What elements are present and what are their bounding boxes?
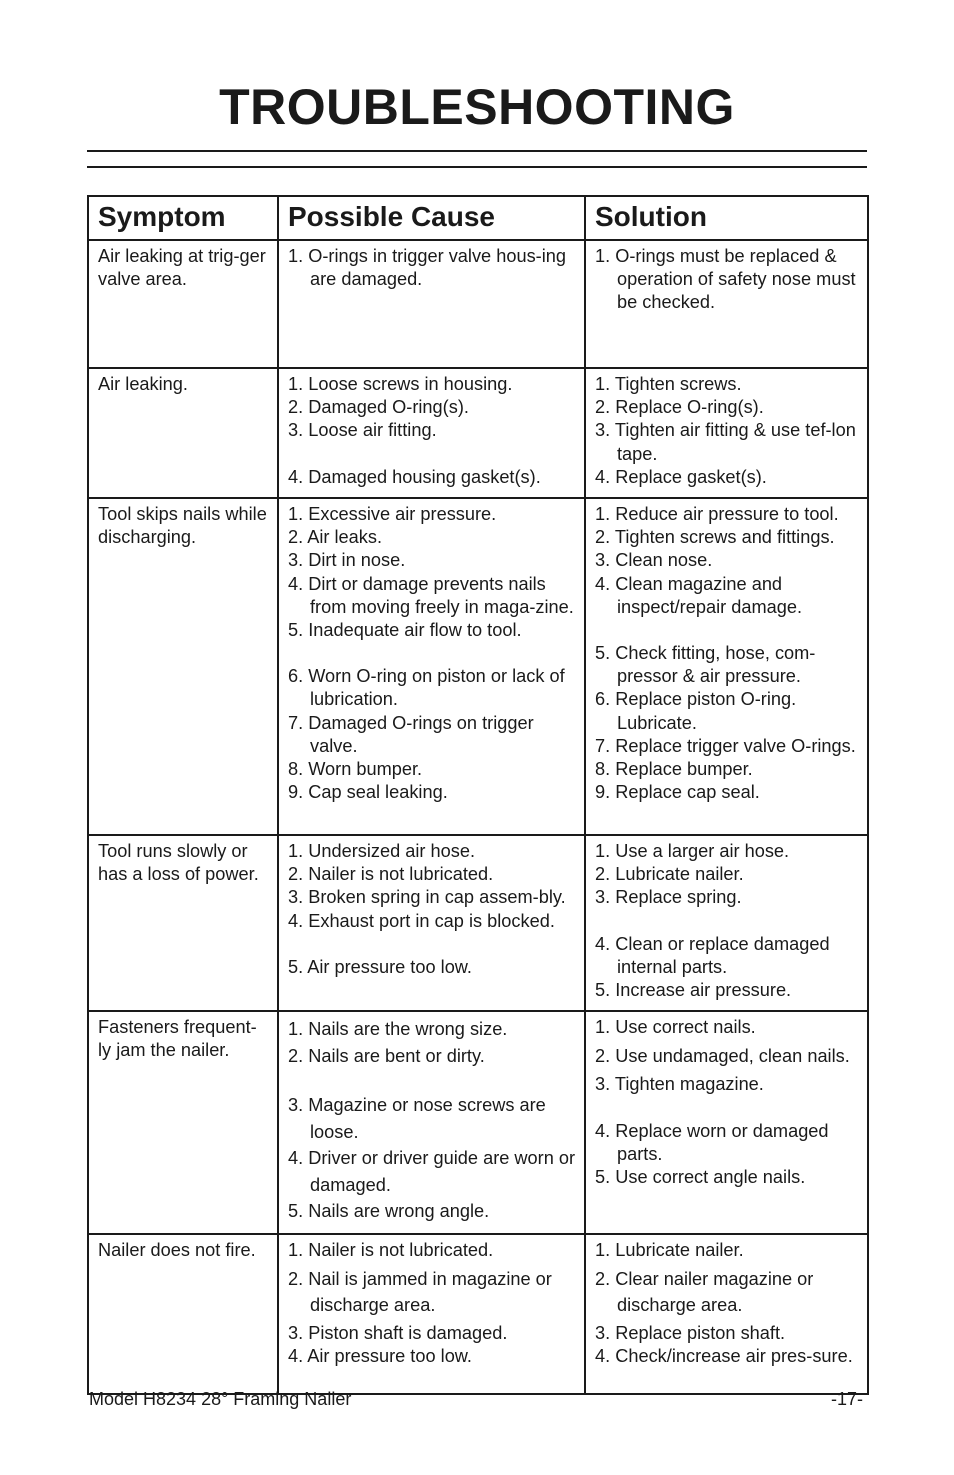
table-header-row	[88, 196, 868, 240]
list-item: 7. Damaged O-rings on trigger valve.	[288, 712, 534, 756]
list-item: 5. Inadequate air flow to tool.	[288, 620, 522, 641]
list-item: 1. Use a larger air hose.	[595, 841, 790, 862]
page-title: TROUBLESHOOTING	[219, 79, 735, 135]
list-item: 1. Lubricate nailer.	[595, 1239, 744, 1260]
list-item: 5. Nails are wrong angle.	[288, 1201, 490, 1222]
solution-cell	[585, 240, 868, 368]
page-number: -17-	[831, 1389, 864, 1409]
cause-cell	[278, 835, 585, 1011]
list-item: 3. Piston shaft is damaged.	[288, 1322, 508, 1343]
list-item: 4. Exhaust port in cap is blocked.	[288, 910, 555, 931]
list-item: 3. Magazine or nose screws are loose.	[288, 1095, 546, 1142]
header-solution: Solution	[585, 196, 868, 240]
list-item: 2. Use undamaged, clean nails.	[595, 1046, 850, 1067]
list-item: 1. Undersized air hose.	[288, 841, 476, 862]
cause-cell	[278, 240, 585, 368]
list-item: 5. Use correct angle nails.	[595, 1167, 806, 1188]
list-item: 8. Replace bumper.	[595, 759, 753, 780]
list-item: 3. Replace spring.	[595, 887, 742, 908]
table-row	[88, 1234, 868, 1394]
list-item: 5. Air pressure too low.	[288, 956, 472, 977]
list-item: 2. Damaged O-ring(s).	[288, 397, 469, 418]
list-item: 3. Loose air fitting.	[288, 420, 437, 441]
cause-cell	[278, 1234, 585, 1394]
solution-cell	[585, 1234, 868, 1394]
cause-cell	[278, 498, 585, 835]
list-item: 1. Reduce air pressure to tool.	[595, 504, 839, 525]
solution-cell	[585, 498, 868, 835]
list-item: 3. Tighten air fitting & use tef-lon tape.	[595, 420, 856, 464]
symptom-cell: Tool runs slowly or has a loss of power.	[88, 835, 278, 1011]
list-item: 1. Loose screws in housing.	[288, 374, 513, 394]
list-item: 3. Dirt in nose.	[288, 550, 406, 571]
list-item: 1. Excessive air pressure.	[288, 504, 497, 525]
table-row	[88, 498, 868, 835]
footer-model: Model H8234 28° Framing Nailer	[89, 1389, 352, 1409]
list-item: 4. Air pressure too low.	[288, 1346, 472, 1367]
list-item: 2. Nail is jammed in magazine or discharge area.	[288, 1268, 552, 1315]
symptom-cell: Nailer does not fire.	[88, 1234, 278, 1394]
list-item: 4. Dirt or damage prevents nails from moving freely in maga-zine.	[288, 573, 574, 617]
list-item: 4. Check/increase air pres-sure.	[595, 1346, 853, 1367]
list-item: 3. Clean nose.	[595, 550, 713, 571]
list-item: 3. Replace piston shaft.	[595, 1322, 786, 1343]
list-item: 1. O-rings must be replaced & operation of safety nose must be checked.	[595, 246, 856, 313]
title-rule-top	[87, 150, 867, 152]
title-rule-bottom	[87, 166, 867, 168]
table-row	[88, 368, 868, 498]
list-item: 4. Damaged housing gasket(s).	[288, 466, 541, 487]
table-row	[88, 1011, 868, 1234]
header-symptom: Symptom	[88, 196, 278, 240]
list-item: 1. O-rings in trigger valve hous-ing are damaged.	[288, 246, 566, 290]
list-item: 2. Tighten screws and fittings.	[595, 527, 835, 548]
symptom-cell: Air leaking.	[88, 368, 278, 498]
list-item: 9. Replace cap seal.	[595, 782, 760, 803]
list-item: 4. Replace worn or damaged parts.	[595, 1120, 829, 1164]
list-item: 8. Worn bumper.	[288, 759, 423, 780]
list-item: 4. Replace gasket(s).	[595, 466, 767, 487]
list-item: 1. Use correct nails.	[595, 1017, 756, 1038]
list-item: 2. Nailer is not lubricated.	[288, 864, 494, 885]
symptom-cell: Fasteners frequent-ly jam the nailer.	[88, 1011, 278, 1234]
list-item: 3. Broken spring in cap assem-bly.	[288, 887, 566, 908]
list-item: 5. Check fitting, hose, com-pressor & air pressure.	[595, 643, 816, 687]
list-item: 1. Nails are the wrong size.	[288, 1019, 508, 1040]
symptom-cell: Air leaking at trig-ger valve area.	[88, 240, 278, 368]
list-item: 4. Clean magazine and inspect/repair damage.	[595, 573, 803, 617]
solution-cell	[585, 835, 868, 1011]
list-item: 4. Driver or driver guide are worn or damaged.	[288, 1148, 576, 1195]
troubleshooting-table	[87, 195, 869, 1395]
list-item: 9. Cap seal leaking.	[288, 782, 448, 803]
list-item: 2. Replace O-ring(s).	[595, 397, 764, 418]
list-item: 1. Nailer is not lubricated.	[288, 1239, 494, 1260]
table-row	[88, 835, 868, 1011]
cause-cell	[278, 368, 585, 498]
list-item: 2. Lubricate nailer.	[595, 864, 744, 885]
list-item: 4. Clean or replace damaged internal parts.	[595, 933, 830, 977]
solution-cell	[585, 368, 868, 498]
list-item: 2. Nails are bent or dirty.	[288, 1045, 485, 1066]
solution-cell	[585, 1011, 868, 1234]
symptom-cell: Tool skips nails while discharging.	[88, 498, 278, 835]
table-row	[88, 240, 868, 368]
list-item: 7. Replace trigger valve O-rings.	[595, 735, 856, 756]
list-item: 3. Tighten magazine.	[595, 1074, 764, 1095]
list-item: 2. Air leaks.	[288, 527, 383, 548]
header-possible-cause: Possible Cause	[278, 196, 585, 240]
list-item: 6. Replace piston O-ring. Lubricate.	[595, 689, 797, 733]
list-item: 2. Clear nailer magazine or discharge area.	[595, 1268, 814, 1315]
list-item: 1. Tighten screws.	[595, 374, 742, 394]
cause-cell	[278, 1011, 585, 1234]
list-item: 6. Worn O-ring on piston or lack of lubrication.	[288, 666, 565, 710]
list-item: 5. Increase air pressure.	[595, 980, 792, 1001]
